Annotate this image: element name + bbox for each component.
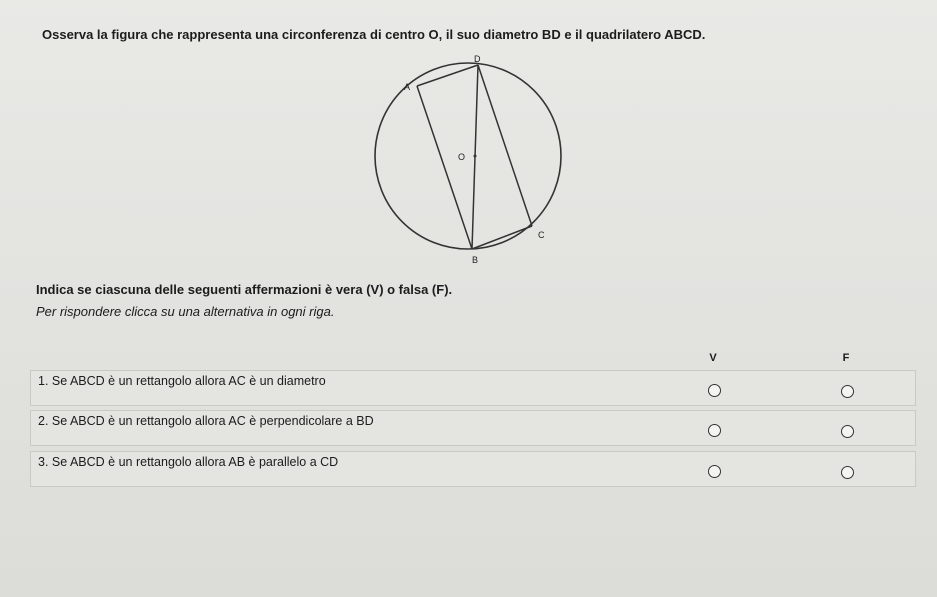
radio-true-2[interactable] <box>708 424 721 437</box>
true-false-table <box>30 352 916 492</box>
radio-false-3[interactable] <box>841 466 854 479</box>
hint-text: Per rispondere clicca su una alternativa in ogni riga. <box>36 304 335 319</box>
statement-label-2: 2. Se ABCD è un rettangolo allora AC è perpendicolare a BD <box>38 414 374 428</box>
statement-label-1: 1. Se ABCD è un rettangolo allora AC è un diametro <box>38 374 326 388</box>
radio-true-1[interactable] <box>708 384 721 397</box>
segment-ab <box>417 86 472 249</box>
center-point <box>474 155 477 158</box>
radio-false-2[interactable] <box>841 425 854 438</box>
label-o: O <box>458 152 466 162</box>
circle-diagram <box>370 48 580 270</box>
label-c: C <box>538 230 545 240</box>
instruction-text: Indica se ciascuna delle seguenti affermazioni è vera (V) o falsa (F). <box>36 282 453 297</box>
segment-ad <box>417 65 478 86</box>
statement-row-3 <box>30 451 916 487</box>
label-d: D <box>474 54 481 64</box>
circumference <box>375 63 561 249</box>
radio-true-3[interactable] <box>708 465 721 478</box>
label-a: A <box>404 82 411 92</box>
label-b: B <box>472 255 479 265</box>
header-true: V <box>709 352 717 364</box>
segment-bc <box>472 226 532 249</box>
question-text: Osserva la figura che rappresenta una circonferenza di centro O, il suo diametro BD e il quadrilatero ABCD. <box>42 27 706 42</box>
statement-row-2 <box>30 410 916 446</box>
radio-false-1[interactable] <box>841 385 854 398</box>
segment-cd <box>478 65 532 226</box>
circle-figure <box>370 48 580 270</box>
header-false: F <box>842 352 850 364</box>
statement-row-1 <box>30 370 916 406</box>
statement-label-3: 3. Se ABCD è un rettangolo allora AB è parallelo a CD <box>38 455 339 469</box>
